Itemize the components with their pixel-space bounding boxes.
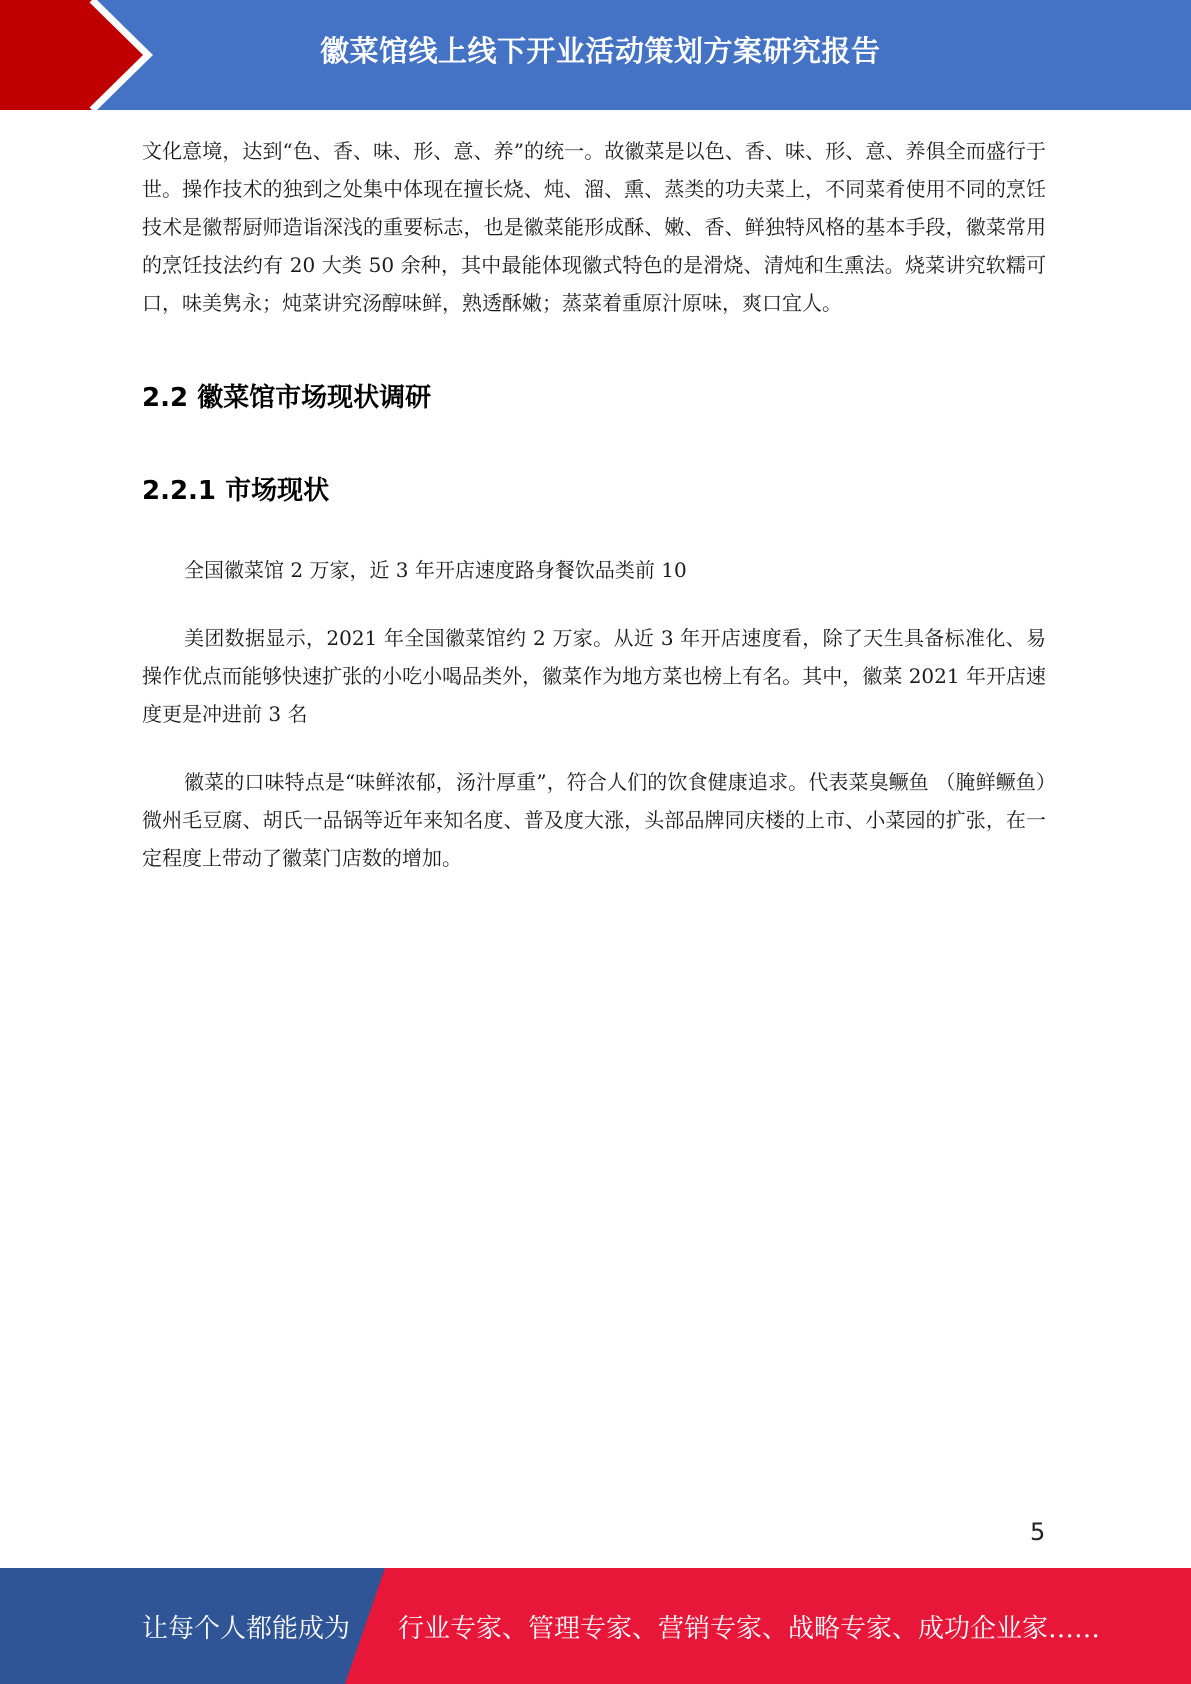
paragraph-store-count: 全国徽菜馆 2 万家，近 3 年开店速度路身餐饮品类前 10 bbox=[184, 558, 687, 582]
paragraph-flavor-features: 徽菜的口味特点是“味鲜浓郁，汤汁厚重”，符合人们的饮食健康追求。代表菜臭鳜鱼 （腌鲜鳜鱼）微州毛豆腐、胡氏一品锅等近年来知名度、普及度大涨，头部品牌同庆楼的上市、小菜园的扩张，在一定程度上带动了徽菜门店数的增加。 bbox=[142, 770, 1046, 870]
footer-slogan-left: 让每个人都能成为 bbox=[142, 1614, 351, 1644]
section-heading: 2.2 徽菜馆市场现状调研 bbox=[142, 383, 432, 413]
page-content bbox=[142, 132, 1046, 877]
subsection-heading: 2.2.1 市场现状 bbox=[142, 476, 330, 506]
document-title: 徽菜馆线上线下开业活动策划方案研究报告 bbox=[320, 34, 881, 68]
intro-paragraph: 文化意境，达到“色、香、味、形、意、养”的统一。故徽菜是以色、香、味、形、意、养俱全而盛行于世。操作技术的独到之处集中体现在擅长烧、炖、溜、熏、蒸类的功夫菜上，不同菜肴使用不同的烹饪技术是徽帮厨师造诣深浅的重要标志，也是徽菜能形成酥、嫩、香、鲜独特风格的基本手段，徽菜常用的烹饪技法约有 20 大类 50 余种，其中最能体现徽式特色的是滑烧、清炖和生熏法。烧菜讲究软糯可口，味美隽永；炖菜讲究汤醇味鲜，熟透酥嫩；蒸菜着重原汁原味，爽口宜人。 bbox=[142, 139, 1046, 315]
page-footer bbox=[0, 1568, 1191, 1684]
page-number: 5 bbox=[1030, 1518, 1046, 1546]
paragraph-meituan-data: 美团数据显示，2021 年全国徽菜馆约 2 万家。从近 3 年开店速度看，除了天生具备标准化、易操作优点而能够快速扩张的小吃小喝品类外，徽菜作为地方菜也榜上有名。其中，徽菜 2021 年开店速度更是冲进前 3 名 bbox=[142, 626, 1046, 726]
footer-slogan-right: 行业专家、管理专家、营销专家、战略专家、成功企业家…… bbox=[398, 1614, 1101, 1644]
page-header bbox=[0, 0, 1191, 110]
